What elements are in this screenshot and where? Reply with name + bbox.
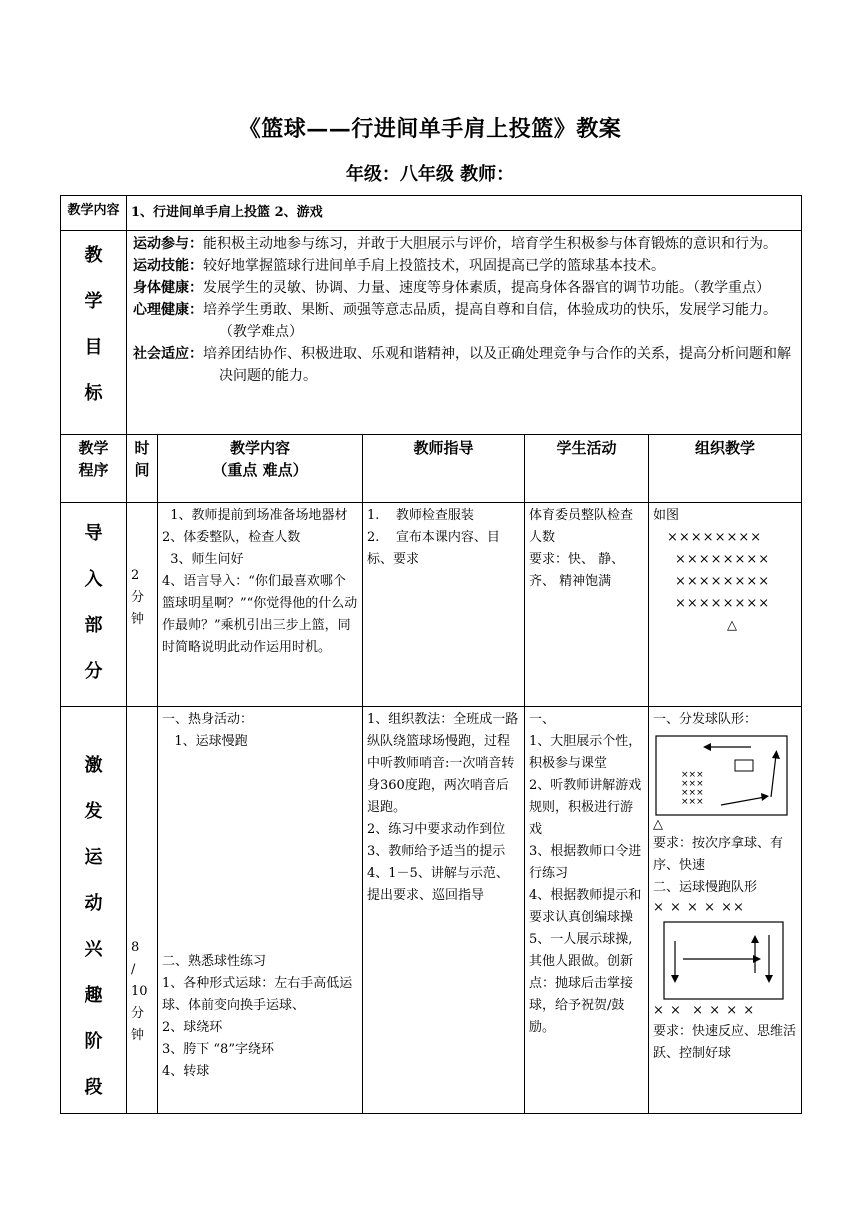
- objectives-label-char: 标: [84, 383, 103, 404]
- column-header-row: [61, 435, 802, 503]
- section-intro-label: 导 入 部 分: [61, 503, 127, 707]
- teacher-triangle-icon: △: [727, 618, 737, 633]
- section-warmup-student: 一、 1、大胆展示个性，积极参与课堂 2、听教师讲解游戏规则，积极进行游戏 3、根据教师口令进行练习 4、根据教师提示和要求认真创编球操 5、一人展示球操,其他人跟做。创新点：抛球后击掌接球，给予祝贺/鼓励。: [525, 707, 649, 1114]
- section-intro-time: 2 分 钟: [127, 503, 158, 707]
- svg-text:×××: ×××: [681, 797, 704, 807]
- section-warmup-row: [61, 707, 802, 1114]
- section-intro-student: 体育委员整队检查人数 要求：快、 静、齐、 精神饱满: [525, 503, 649, 707]
- objective-item: 心理健康：培养学生勇敢、果断、顽强等意志品质，提高自尊和自信，体验成功的快乐，发展学习能力。（教学难点）: [133, 302, 777, 340]
- objective-item: 身体健康：发展学生的灵敏、协调、力量、速度等身体素质，提高身体各器官的调节功能。（教学重点）: [133, 280, 770, 296]
- svg-text:×××: ×××: [681, 779, 704, 789]
- svg-text:×××: ×××: [681, 788, 704, 798]
- header-procedure: 教学 程序: [61, 435, 127, 503]
- formation-row: ××××××××: [667, 530, 763, 545]
- formation-row: ××××××××: [675, 552, 771, 567]
- teaching-content-label: 教学内容: [61, 196, 127, 231]
- objectives-label-char: 教: [84, 245, 103, 266]
- objective-item: 社会适应：培养团结协作、积极进取、乐观和谐精神，以及正确处理竞争与合作的关系，提高分析问题和解决问题的能力。: [133, 346, 791, 384]
- section-intro-content: 1、教师提前到场准备场地器材 2、体委整队，检查人数 3、师生问好 4、语言导入：“你们最喜欢哪个篮球明星啊？”“你觉得他的什么动作最帅？”乘机引出三步上篮，同时简略说明此动作运用时机。: [158, 503, 363, 707]
- objectives-row: [61, 231, 802, 435]
- objectives-label: [61, 231, 127, 435]
- section-intro-row: [61, 503, 802, 707]
- section-warmup-time: 8 / 10 分 钟: [127, 707, 158, 1114]
- dribble-run-diagram: [663, 921, 785, 1001]
- svg-text:×××: ×××: [681, 770, 704, 780]
- formation-row: ××××××××: [675, 596, 771, 611]
- section-intro-teacher: 1. 教师检查服装 2. 宣布本课内容、目标、要求: [363, 503, 525, 707]
- formation-row: ××××××××: [675, 574, 771, 589]
- objectives-label-char: 目: [84, 337, 103, 358]
- formation-crosses-top: × × × × ××: [653, 900, 745, 915]
- header-teacher: 教师指导: [363, 435, 525, 503]
- teaching-content-value: 1、行进间单手肩上投篮 2、游戏: [127, 196, 802, 231]
- header-student: 学生活动: [525, 435, 649, 503]
- section-warmup-organization: 一、分发球队形： ××× ××× ××× ××× △ 要求：按次序拿球、有序、快速 二、运球慢跑队形 × × × × ×× × × × × × × 要求：快速反应、思维活跃、控制好球: [649, 707, 802, 1114]
- objective-item: 运动技能：较好地掌握篮球行进间单手肩上投篮技术，巩固提高已学的篮球基本技术。: [133, 258, 665, 274]
- document-title: 《篮球——行进间单手肩上投篮》教案: [238, 116, 622, 142]
- formation-crosses-bottom: × × × × × ×: [653, 1003, 756, 1018]
- document-subtitle: 年级：八年级 教师：: [345, 164, 515, 185]
- section-warmup-label: 激 发 运 动 兴 趣 阶 段: [61, 707, 127, 1114]
- section-intro-organization: 如图 ×××××××× ×××××××× ×××××××× ×××××××× △: [649, 503, 802, 707]
- objectives-label-char: 学: [84, 291, 103, 312]
- header-time: 时 间: [127, 435, 158, 503]
- lesson-plan-table: [60, 195, 802, 1114]
- ball-distribution-diagram: [655, 735, 789, 817]
- objective-item: 运动参与：能积极主动地参与练习，并敢于大胆展示与评价，培育学生积极参与体育锻炼的意识和行为。: [133, 236, 777, 252]
- teaching-content-row: [61, 196, 802, 231]
- header-organization: 组织教学: [649, 435, 802, 503]
- header-content: 教学内容 （重点 难点）: [158, 435, 363, 503]
- teacher-triangle-icon: △: [653, 817, 663, 832]
- section-warmup-content: 一、热身活动： 1、运球慢跑 二、熟悉球性练习 1、各种形式运球：左右手高低运球、体前变向换手运球、 2、球绕环 3、胯下 “8”字绕环 4、转球: [158, 707, 363, 1114]
- section-warmup-teacher: 1、组织教法：全班成一路纵队绕篮球场慢跑，过程中听教师哨音:一次哨音转身360度跑，两次哨音后退跑。 2、练习中要求动作到位 3、教师给予适当的提示 4、1－5、讲解与示范、提出要求、巡回指导: [363, 707, 525, 1114]
- objectives-list: [127, 231, 802, 435]
